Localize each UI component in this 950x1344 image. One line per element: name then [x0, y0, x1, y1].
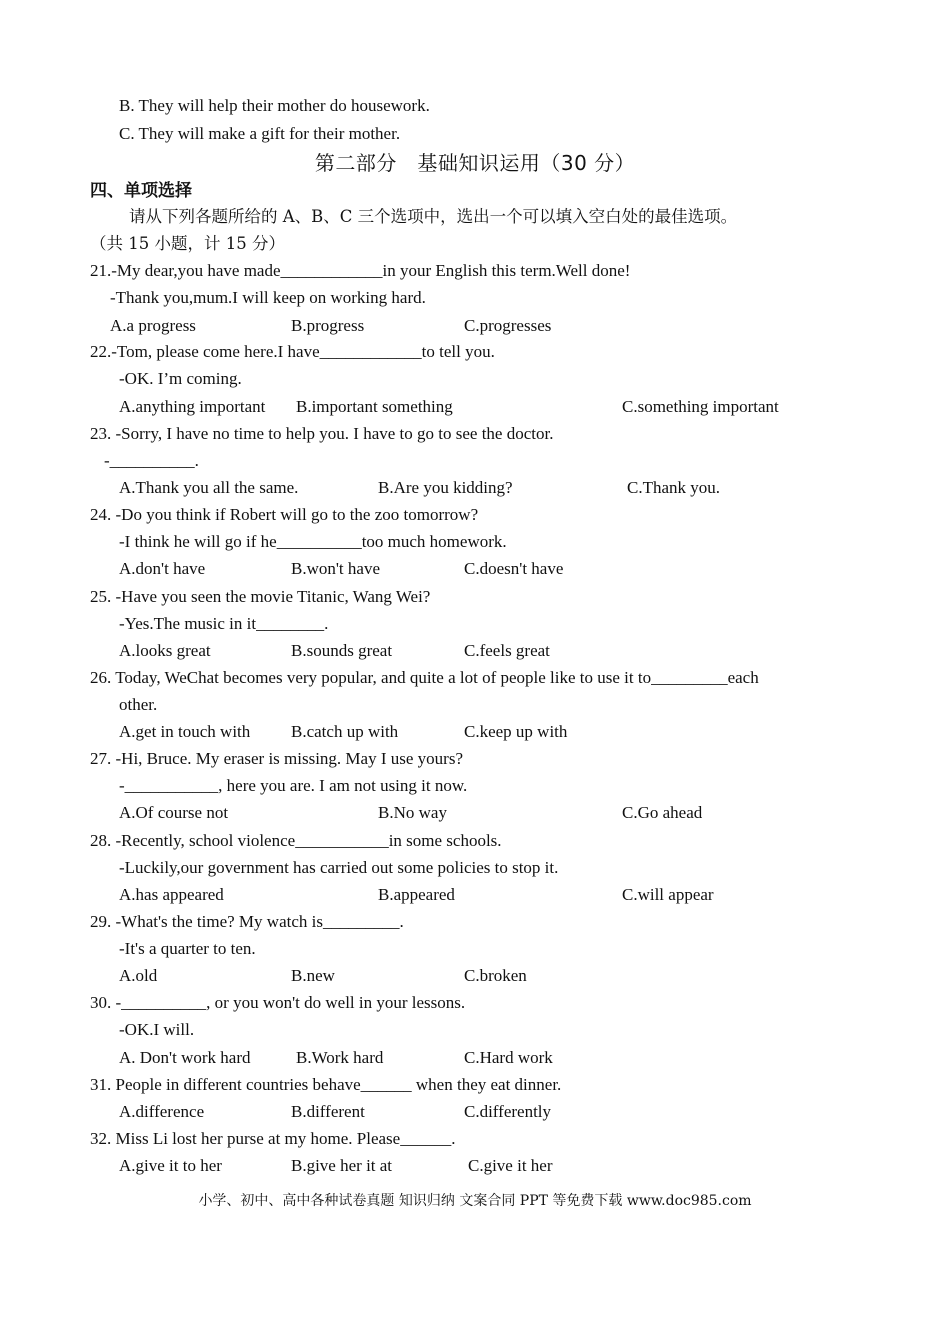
- prev-option-c: C. They will make a gift for their mother.: [119, 124, 401, 143]
- option-c: C.progresses: [464, 316, 552, 335]
- option-a: A.get in touch with: [119, 722, 251, 741]
- question-stem: 28. -Recently, school violence___________in some schools.: [90, 831, 502, 850]
- option-c: C.broken: [464, 966, 527, 985]
- question-stem: 31. People in different countries behave______ when they eat dinner.: [90, 1075, 562, 1094]
- option-a: A.difference: [119, 1102, 205, 1121]
- question-reply: -Yes.The music in it________.: [119, 614, 329, 633]
- question-reply: -___________, here you are. I am not using it now.: [119, 776, 468, 795]
- option-c: C.differently: [464, 1102, 552, 1121]
- option-c: C.something important: [622, 397, 779, 416]
- question-stem-continued: other.: [119, 695, 158, 714]
- option-b: B.won't have: [291, 559, 380, 578]
- part-title: 第二部分 基础知识运用（30 分）: [314, 151, 636, 175]
- option-a: A.Thank you all the same.: [119, 478, 299, 497]
- option-a: A.looks great: [119, 641, 211, 660]
- question-stem: 25. -Have you seen the movie Titanic, Wang Wei?: [90, 587, 431, 606]
- option-a: A.Of course not: [119, 803, 229, 822]
- instruction-line-1: 请从下列各题所给的 A、B、C 三个选项中，选出一个可以填入空白处的最佳选项。: [129, 207, 738, 226]
- option-b: B.give her it at: [291, 1156, 393, 1175]
- question-reply: -OK. I’m coming.: [119, 369, 242, 388]
- option-c: C.will appear: [622, 885, 714, 904]
- option-a: A.give it to her: [119, 1156, 222, 1175]
- question-stem: 21.-My dear,you have made____________in your English this term.Well done!: [90, 261, 631, 280]
- question-reply: -I think he will go if he__________too much homework.: [119, 532, 507, 551]
- option-c: C.doesn't have: [464, 559, 564, 578]
- option-a: A.old: [119, 966, 158, 985]
- question-reply: -OK.I will.: [119, 1020, 195, 1039]
- page-footer: 小学、初中、高中各种试卷真题 知识归纳 文案合同 PPT 等免费下载 www.doc985.com: [198, 1193, 752, 1209]
- question-stem: 27. -Hi, Bruce. My eraser is missing. May I use yours?: [90, 749, 463, 768]
- question-reply: -Thank you,mum.I will keep on working hard.: [110, 288, 426, 307]
- option-c: C.Go ahead: [622, 803, 703, 822]
- question-reply: -__________.: [104, 451, 199, 470]
- option-b: B.No way: [378, 803, 447, 822]
- option-b: B.catch up with: [291, 722, 399, 741]
- option-c: C.give it her: [468, 1156, 553, 1175]
- option-b: B.important something: [296, 397, 453, 416]
- question-stem: 24. -Do you think if Robert will go to the zoo tomorrow?: [90, 505, 479, 524]
- question-stem: 30. -__________, or you won't do well in your lessons.: [90, 993, 466, 1012]
- option-c: C.Thank you.: [627, 478, 721, 497]
- option-a: A.don't have: [119, 559, 206, 578]
- section-title: 四、单项选择: [90, 181, 192, 201]
- question-stem: 26. Today, WeChat becomes very popular, and quite a lot of people like to use it to_________each: [90, 668, 759, 687]
- option-b: B.Are you kidding?: [378, 478, 513, 497]
- option-c: C.keep up with: [464, 722, 568, 741]
- question-stem: 22.-Tom, please come here.I have____________to tell you.: [90, 342, 495, 361]
- option-b: B.appeared: [378, 885, 455, 904]
- option-b: B.new: [291, 966, 335, 985]
- option-a: A.a progress: [110, 316, 196, 335]
- question-reply: -Luckily,our government has carried out some policies to stop it.: [119, 858, 559, 877]
- question-stem: 29. -What's the time? My watch is_________.: [90, 912, 404, 931]
- question-stem: 32. Miss Li lost her purse at my home. Please______.: [90, 1129, 456, 1148]
- option-c: C.feels great: [464, 641, 550, 660]
- question-reply: -It's a quarter to ten.: [119, 939, 256, 958]
- option-b: B.progress: [291, 316, 365, 335]
- option-c: C.Hard work: [464, 1048, 553, 1067]
- option-a: A. Don't work hard: [119, 1048, 251, 1067]
- option-b: B.different: [291, 1102, 365, 1121]
- prev-option-b: B. They will help their mother do housework.: [119, 96, 430, 115]
- option-b: B.Work hard: [296, 1048, 384, 1067]
- question-stem: 23. -Sorry, I have no time to help you. I have to go to see the doctor.: [90, 424, 554, 443]
- option-b: B.sounds great: [291, 641, 393, 660]
- option-a: A.anything important: [119, 397, 266, 416]
- option-a: A.has appeared: [119, 885, 224, 904]
- instruction-line-2: （共 15 小题，计 15 分）: [90, 234, 285, 253]
